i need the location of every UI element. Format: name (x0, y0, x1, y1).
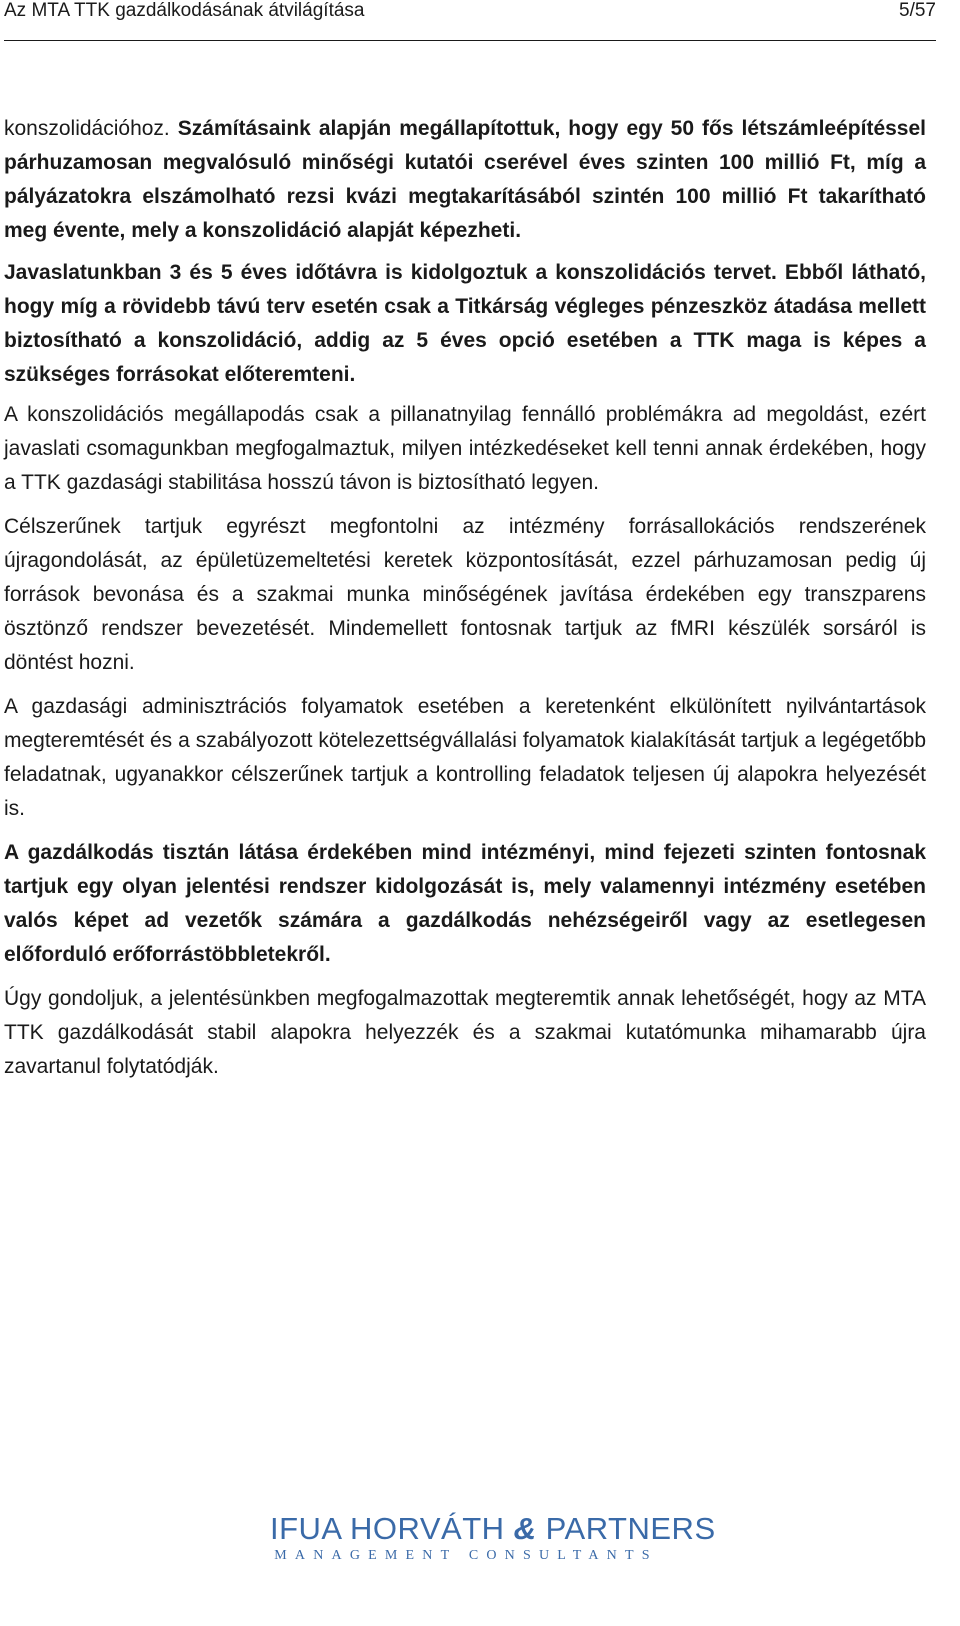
document-title: Az MTA TTK gazdálkodásának átvilágítása (4, 0, 365, 21)
logo-ampersand: & (513, 1511, 537, 1546)
paragraph-admin-processes: A gazdasági adminisztrációs folyamatok esetében a keretenként elkülönített nyilvántartások megteremtését és a szabályozott kötelezettségvállalási folyamatok kialakítását tartjuk a legégetőbb feladatnak, ugyanakkor célszerűnek tartjuk a kontrolling feladatok teljesen új alapokra helyezését is. (4, 695, 926, 820)
logo-tagline: MANAGEMENT CONSULTANTS (274, 1548, 658, 1563)
page-header (4, 0, 936, 41)
paragraph-reporting-system: A gazdálkodás tisztán látása érdekében mind intézményi, mind fejezeti szinten fontosnak tartjuk egy olyan jelentési rendszer kidolgozását is, mely valamennyi intézmény esetében valós képet ad vezetők számára a gazdálkodás nehézségeiről vagy az esetlegesen előforduló erőforrástöbbletekről. (4, 841, 926, 966)
logo-part1: IFUA HORVÁTH (270, 1511, 505, 1546)
paragraph-consolidation-savings (4, 112, 926, 248)
paragraph-text-bold: Javaslatunkban 3 és 5 éves időtávra is kidolgoztuk a konszolidációs tervet. Ebből látható, hogy míg a rövidebb távú terv esetén csak a Titkárság végleges pénzeszköz átadása mellett biztosítható a konszolidáció, addig az 5 éves opció esetében a TTK maga is képes a szükséges forrásokat előteremteni. (4, 261, 926, 386)
paragraph-proposal-package: A konszolidációs megállapodás csak a pillanatnyilag fennálló problémákra ad megoldást, ezért javaslati csomagunkban megfogalmaztuk, milyen intézkedéseket kell tenni annak érdekében, hogy a TTK gazdasági stabilitása hosszú távon is biztosítható legyen. (4, 403, 926, 494)
page-number: 5/57 (899, 0, 936, 21)
paragraph-text: konszolidációhoz. (4, 117, 170, 140)
paragraph-consolidation-plan (4, 256, 926, 392)
paragraph-resource-allocation: Célszerűnek tartjuk egyrészt megfontolni az intézmény forrásallokációs rendszerének újragondolását, az épületüzemeltetési keretek központosítását, ezzel párhuzamosan pedig új források bevonása és a szakmai munka minőségének javítása érdekében egy transzparens ösztönző rendszer bevezetését. Mindemellett fontosnak tartjuk az fMRI készülék sorsáról is döntést hozni. (4, 515, 926, 674)
paragraph-conclusion: Úgy gondoljuk, a jelentésünkben megfogalmazottak megteremtik annak lehetőségét, hogy az MTA TTK gazdálkodását stabil alapokra helyezzék és a szakmai kutatómunka mihamarabb újra zavartanul folytatódják. (4, 987, 926, 1078)
logo-part2: PARTNERS (545, 1511, 716, 1546)
logo-wordmark (270, 1511, 716, 1546)
document-body (4, 112, 926, 1094)
company-logo (270, 1511, 716, 1565)
paragraph-text-bold: Számításaink alapján megállapítottuk, hogy egy 50 fős létszámleépítéssel párhuzamosan megvalósuló minőségi kutatói cserével éves szinten 100 millió Ft, míg a pályázatokra elszámolható rezsi kvázi megtakarításából szintén 100 millió Ft takarítható meg évente, mely a konszolidáció alapját képezheti. (4, 117, 926, 242)
